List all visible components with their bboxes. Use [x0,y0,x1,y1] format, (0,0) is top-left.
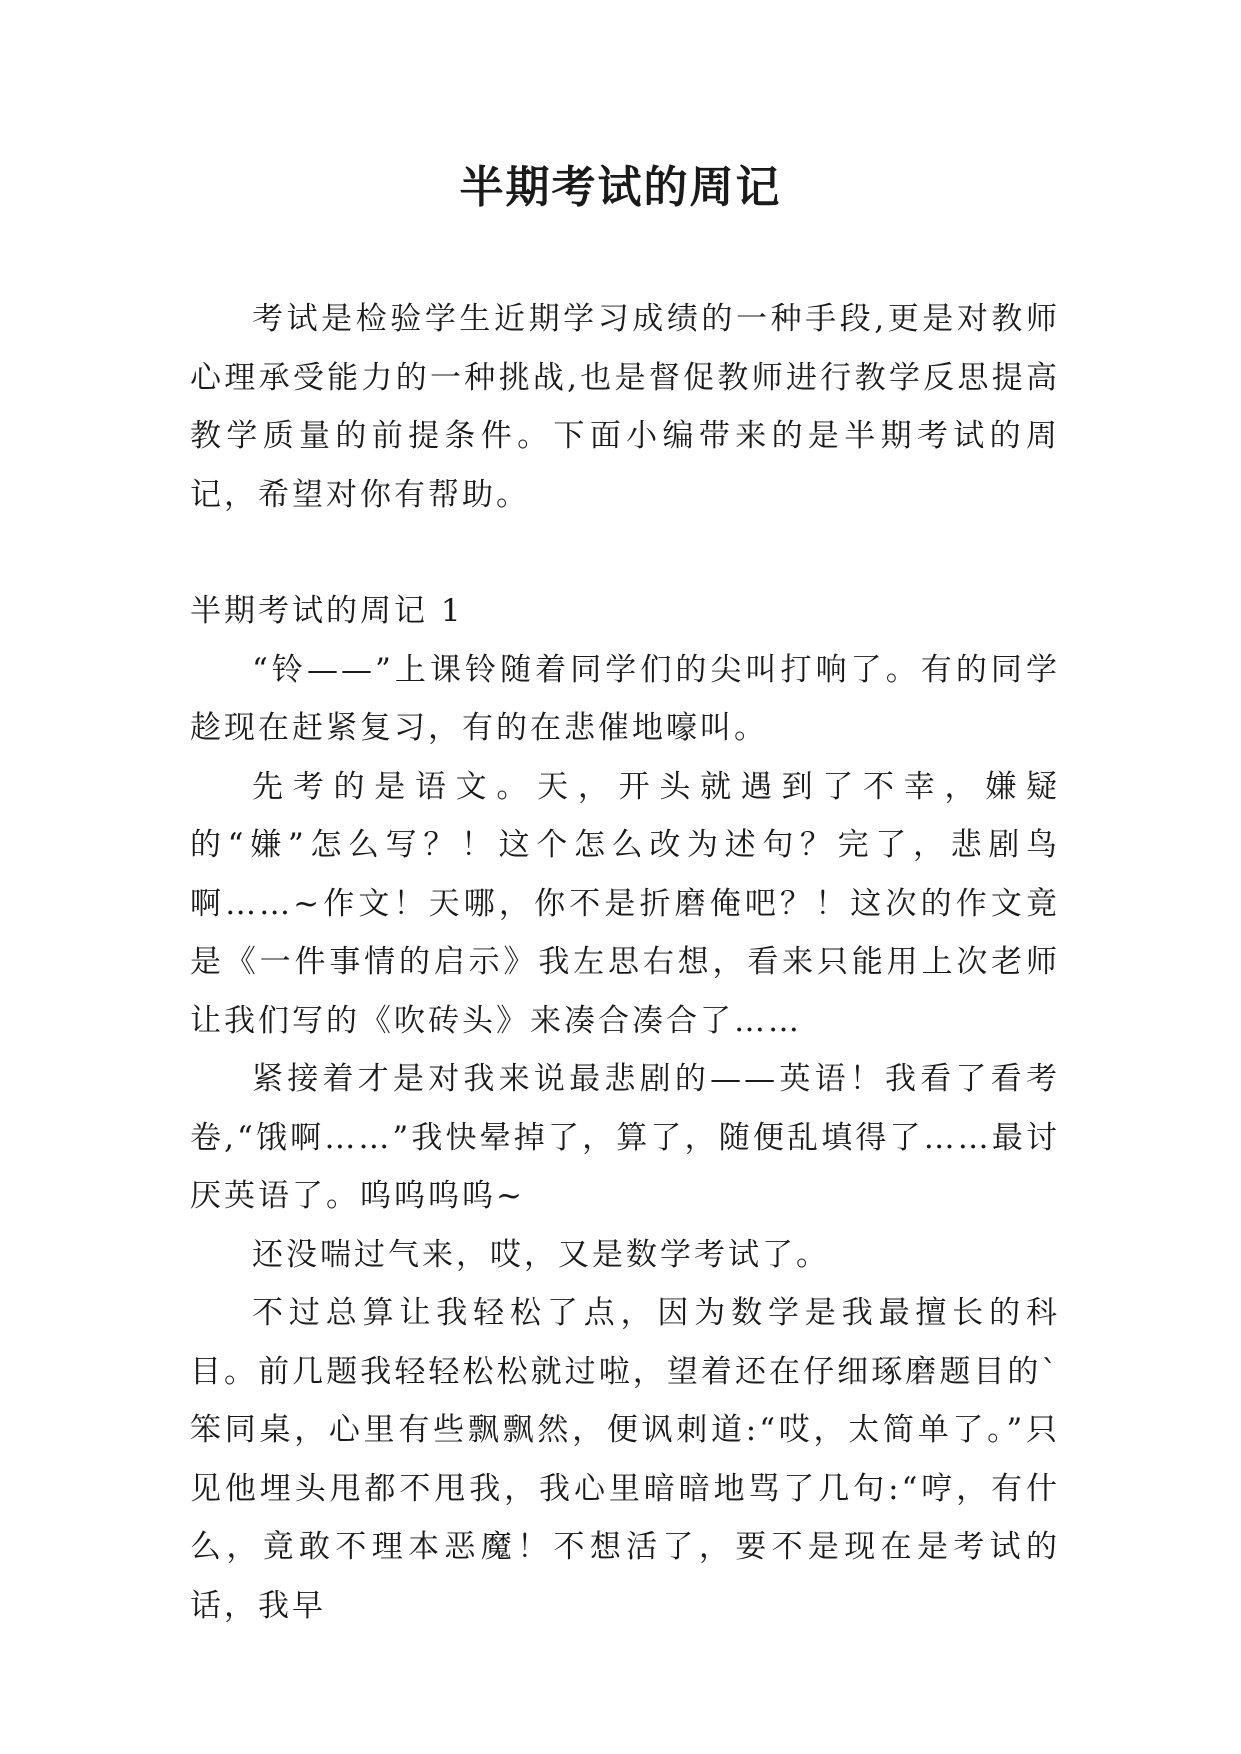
paragraph-5: 不过总算让我轻松了点，因为数学是我最擅长的科目。前几题我轻轻松松就过啦，望着还在仔细琢磨题目的`笨同桌，心里有些飘飘然，便讽刺道:“哎，太简单了。”只见他埋头甩都不甩我，我心里暗暗地骂了几句:“哼，有什么，竟敢不理本恶魔！不想活了，要不是现在是考试的话，我早 [190,1295,1060,1624]
paragraph-2: 先考的是语文。天，开头就遇到了不幸，嫌疑的“嫌”怎么写？！这个怎么改为述句？完了，悲剧鸟啊……~作文！天哪，你不是折磨俺吧？！这次的作文竟是《一件事情的启示》我左思右想，看来只能用上次老师让我们写的《吹砖头》来凑合凑合了…… [190,768,1060,1039]
document-body [190,290,1060,1635]
paragraph-1: “铃——”上课铃随着同学们的尖叫打响了。有的同学趁现在赶紧复习，有的在悲催地嚎叫。 [190,651,1060,746]
section-heading: 半期考试的周记 1 [190,593,464,629]
intro-paragraph: 考试是检验学生近期学习成绩的一种手段,更是对教师心理承受能力的一种挑战,也是督促教师进行教学反思提高教学质量的前提条件。下面小编带来的是半期考试的周记，希望对你有帮助。 [190,301,1060,513]
document-title: 半期考试的周记 [459,162,782,213]
paragraph-3: 紧接着才是对我来说最悲剧的——英语！我看了看考卷,“饿啊……”我快晕掉了，算了，随便乱填得了……最讨厌英语了。呜呜呜呜~ [190,1061,1060,1214]
paragraph-4: 还没喘过气来，哎，又是数学考试了。 [252,1236,830,1273]
